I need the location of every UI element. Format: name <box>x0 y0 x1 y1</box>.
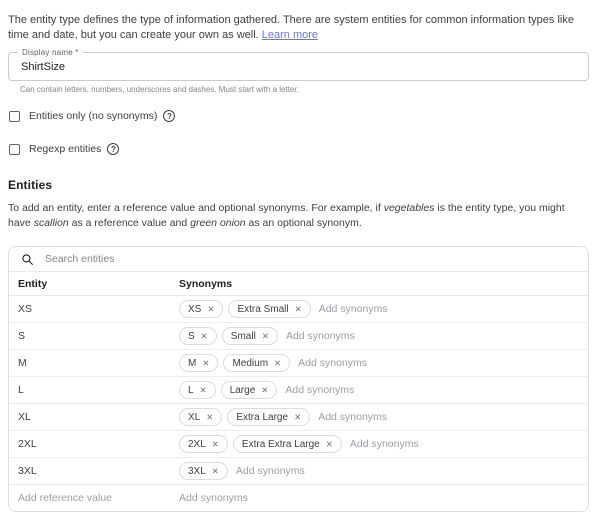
add-entity-row <box>9 485 588 511</box>
synonym-chip[interactable] <box>179 435 228 453</box>
entities-only-option <box>8 110 589 122</box>
chip-label: XS <box>188 303 202 315</box>
table-row <box>9 431 588 458</box>
synonym-chip[interactable] <box>179 354 218 372</box>
synonym-chip[interactable] <box>223 354 290 372</box>
entity-value[interactable]: 2XL <box>18 438 37 450</box>
chip-label: Large <box>229 384 256 396</box>
synonym-chip[interactable] <box>179 381 216 399</box>
remove-icon[interactable]: ✕ <box>261 384 269 395</box>
display-name-input[interactable] <box>9 53 588 80</box>
entity-search-row <box>9 247 588 272</box>
synonyms-column-header: Synonyms <box>179 277 233 290</box>
regexp-checkbox[interactable] <box>9 144 20 155</box>
entity-value[interactable]: L <box>18 384 24 396</box>
synonym-chip[interactable] <box>228 300 310 318</box>
entities-only-checkbox[interactable] <box>9 111 20 122</box>
help-icon[interactable]: ? <box>107 143 119 155</box>
synonym-chip[interactable] <box>179 300 223 318</box>
desc-seg: as a reference value and <box>68 217 191 229</box>
add-synonyms-input[interactable] <box>350 438 588 450</box>
chip-label: L <box>188 384 194 396</box>
desc-seg-italic: scallion <box>33 217 69 229</box>
chip-label: Medium <box>232 357 269 369</box>
table-row <box>9 404 588 431</box>
synonym-chip[interactable] <box>179 462 228 480</box>
chip-label: Small <box>230 330 256 342</box>
table-row <box>9 350 588 377</box>
remove-icon[interactable]: ✕ <box>325 438 333 449</box>
desc-seg-italic: vegetables <box>383 202 435 214</box>
table-row <box>9 377 588 404</box>
table-row <box>9 323 588 350</box>
synonym-chip[interactable] <box>233 435 342 453</box>
entities-heading: Entities <box>8 178 53 192</box>
display-name-label: Display name * <box>18 48 83 57</box>
help-icon[interactable]: ? <box>163 110 175 122</box>
remove-icon[interactable]: ✕ <box>294 411 302 422</box>
desc-seg: To add an entity, enter a reference value and optional synonyms. For example, if <box>8 202 384 214</box>
search-input[interactable] <box>45 253 576 265</box>
chip-label: 3XL <box>188 465 206 477</box>
remove-icon[interactable]: ✕ <box>294 303 302 314</box>
chip-label: Extra Small <box>237 303 289 315</box>
entity-value[interactable]: XS <box>18 303 33 315</box>
intro-text-body: The entity type defines the type of information gathered. There are system entities for common information types like time and date, but you can create your own as well. <box>8 14 574 41</box>
chip-label: S <box>188 330 195 342</box>
entity-column-header: Entity <box>18 277 48 290</box>
display-name-field <box>8 48 589 81</box>
table-row <box>9 296 588 323</box>
remove-icon[interactable]: ✕ <box>274 357 282 368</box>
entity-value[interactable]: XL <box>18 411 31 423</box>
add-reference-value-input[interactable] <box>18 492 178 504</box>
synonym-chip[interactable] <box>179 327 217 345</box>
desc-seg: is the entity type, you might have <box>8 202 565 229</box>
add-synonyms-input[interactable] <box>179 492 588 504</box>
chip-label: Extra Extra Large <box>241 438 320 450</box>
chip-label: M <box>188 357 197 369</box>
table-row <box>9 458 588 485</box>
chip-label: Extra Large <box>236 411 289 423</box>
learn-more-link[interactable]: Learn more <box>261 29 319 41</box>
chip-label: 2XL <box>188 438 206 450</box>
regexp-label: Regexp entities <box>29 143 102 155</box>
chip-label: XL <box>188 411 201 423</box>
remove-icon[interactable]: ✕ <box>202 357 210 368</box>
entities-only-label: Entities only (no synonyms) <box>29 110 158 122</box>
synonym-chip[interactable] <box>221 381 278 399</box>
entity-value[interactable]: M <box>18 357 27 369</box>
regexp-option <box>8 143 589 155</box>
remove-icon[interactable]: ✕ <box>206 411 214 422</box>
entity-value[interactable]: S <box>18 330 26 342</box>
intro-text <box>8 13 586 43</box>
synonym-chip[interactable] <box>227 408 310 426</box>
add-synonyms-input[interactable] <box>318 411 588 423</box>
desc-seg: as an optional synonym. <box>245 217 362 229</box>
add-synonyms-input[interactable] <box>285 384 588 396</box>
entity-value[interactable]: 3XL <box>18 465 37 477</box>
remove-icon[interactable]: ✕ <box>211 465 219 476</box>
desc-seg-italic: green onion <box>190 217 246 229</box>
remove-icon[interactable]: ✕ <box>211 438 219 449</box>
add-synonyms-input[interactable] <box>319 303 588 315</box>
add-synonyms-input[interactable] <box>286 330 588 342</box>
add-synonyms-input[interactable] <box>298 357 588 369</box>
remove-icon[interactable]: ✕ <box>200 330 208 341</box>
remove-icon[interactable]: ✕ <box>199 384 207 395</box>
search-icon <box>21 253 34 266</box>
add-synonyms-input[interactable] <box>236 465 588 477</box>
remove-icon[interactable]: ✕ <box>207 303 215 314</box>
entities-description <box>8 201 584 231</box>
display-name-helper: Can contain letters, numbers, underscores and dashes. Must start with a letter. <box>20 85 299 94</box>
entities-table <box>8 246 589 512</box>
synonym-chip[interactable] <box>179 408 222 426</box>
table-header-row <box>9 272 588 296</box>
synonym-chip[interactable] <box>222 327 278 345</box>
remove-icon[interactable]: ✕ <box>261 330 269 341</box>
